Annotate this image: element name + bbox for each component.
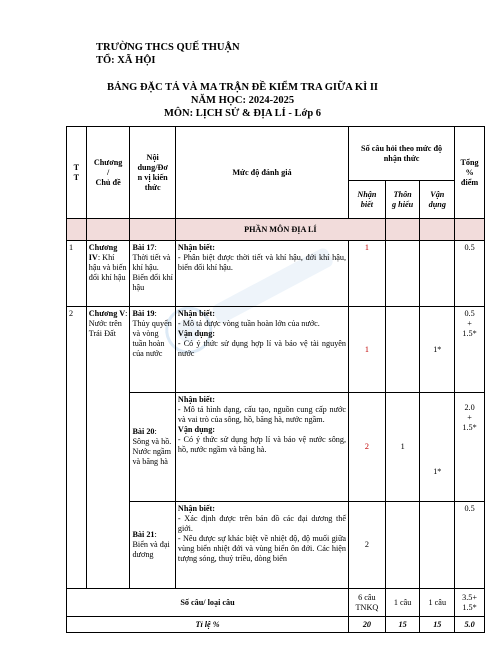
ratio-row	[67, 617, 485, 633]
header-content: Nội dung/Đơ n vị kiến thức	[130, 127, 175, 219]
ratio-label: Tỉ lệ %	[67, 617, 349, 633]
row-apply: 1*	[420, 393, 455, 502]
header-level: Mức độ đánh giá	[175, 127, 348, 219]
table-row	[67, 307, 485, 393]
specification-table	[66, 126, 485, 633]
summary-recognize: 6 câu TNKQ	[349, 589, 386, 617]
document-title: BẢNG ĐẶC TẢ VÀ MA TRẬN ĐỀ KIỂM TRA GIỮA KÌ II	[106, 82, 378, 93]
ratio-recognize: 20	[349, 617, 386, 633]
row-lesson: Bài 17: Thời tiết và khí hậu. Biến đổi khí hậu	[130, 241, 175, 307]
table-row	[67, 393, 485, 502]
summary-apply: 1 câu	[420, 589, 455, 617]
row-understand	[385, 502, 420, 589]
row-lesson: Bài 20: Sông và hồ. Nước ngầm và băng hà	[130, 393, 175, 502]
header-recognize: Nhận biết	[349, 181, 386, 219]
header-tt: T T	[67, 127, 87, 219]
row-pct: 0.5	[455, 502, 485, 589]
row-apply	[420, 241, 455, 307]
summary-pct: 3.5+ 1.5*	[455, 589, 485, 617]
table-row	[67, 502, 485, 589]
row-recognize: 2	[349, 502, 386, 589]
summary-row	[67, 589, 485, 617]
section-title: PHẦN MÔN ĐỊA LÍ	[175, 219, 385, 241]
table-row	[67, 241, 485, 307]
ratio-pct: 5.0	[455, 617, 485, 633]
row-understand	[385, 241, 420, 307]
header-questions-group: Số câu hỏi theo mức độ nhận thức	[349, 127, 455, 181]
row-chapter: Chương IV: Khí hậu và biến đổi khí hậu	[86, 241, 130, 307]
row-pct: 2.0 + 1.5*	[455, 393, 485, 502]
header-understand: Thôn g hiểu	[385, 181, 420, 219]
row-recognize: 1	[349, 241, 386, 307]
row-recognize: 1	[349, 307, 386, 393]
row-tt: 2	[67, 307, 87, 589]
department-name: TỔ: XÃ HỘI	[96, 55, 156, 66]
row-understand: 1	[385, 393, 420, 502]
header-total-pct: Tổng % điểm	[455, 127, 485, 219]
ratio-understand: 15	[385, 617, 420, 633]
row-pct: 0.5 + 1.5*	[455, 307, 485, 393]
row-description: Nhận biết: - Phân biệt được thời tiết và khí hậu, đới khí hậu, biến đối khí hậu.	[175, 241, 348, 307]
row-lesson: Bài 21: Biển và đại dương	[130, 502, 175, 589]
row-apply: 1*	[420, 307, 455, 393]
row-lesson: Bài 19: Thủy quyển và vòng tuần hoàn của nước	[130, 307, 175, 393]
row-tt: 1	[67, 241, 87, 307]
row-description: Nhận biết: - Mô tả được vòng tuần hoàn lớn của nước. Vận dụng: - Có ý thức sử dụng hợp lí và bảo vệ tài nguyên nước	[175, 307, 348, 393]
row-understand	[385, 307, 420, 393]
ratio-apply: 15	[420, 617, 455, 633]
row-pct: 0.5	[455, 241, 485, 307]
header-apply: Vận dụng	[420, 181, 455, 219]
school-year: NĂM HỌC: 2024-2025	[190, 95, 295, 106]
row-description: Nhận biết: - Xác định được trên bản đồ các đại dương thế giới. - Nêu được sự khác biệt về nhiệt độ, độ muối giữa vùng biển nhiệt đới và vùng biển ôn đới. Các hiện tượng sóng, thuỷ triều, dòng biển	[175, 502, 348, 589]
row-recognize: 2	[349, 393, 386, 502]
header-chapter: Chương / Chủ đề	[86, 127, 130, 219]
row-description: Nhận biết: - Mô tả hình dạng, cấu tạo, nguồn cung cấp nước và vai trò của sông, hồ, băng hà, nước ngầm. Vận dụng: - Có ý thức sử dụng hợp lí và bảo vệ nước sông, hồ, nước ngầm và băng hà.	[175, 393, 348, 502]
summary-label: Số câu/ loại câu	[67, 589, 349, 617]
row-apply	[420, 502, 455, 589]
subject-line: MÔN: LỊCH SỬ & ĐỊA LÍ - Lớp 6	[163, 108, 322, 119]
school-name: TRƯỜNG THCS QUẾ THUẬN	[96, 42, 240, 53]
summary-understand: 1 câu	[385, 589, 420, 617]
row-chapter: Chương V: Nước trên Trái Đất	[86, 307, 130, 589]
